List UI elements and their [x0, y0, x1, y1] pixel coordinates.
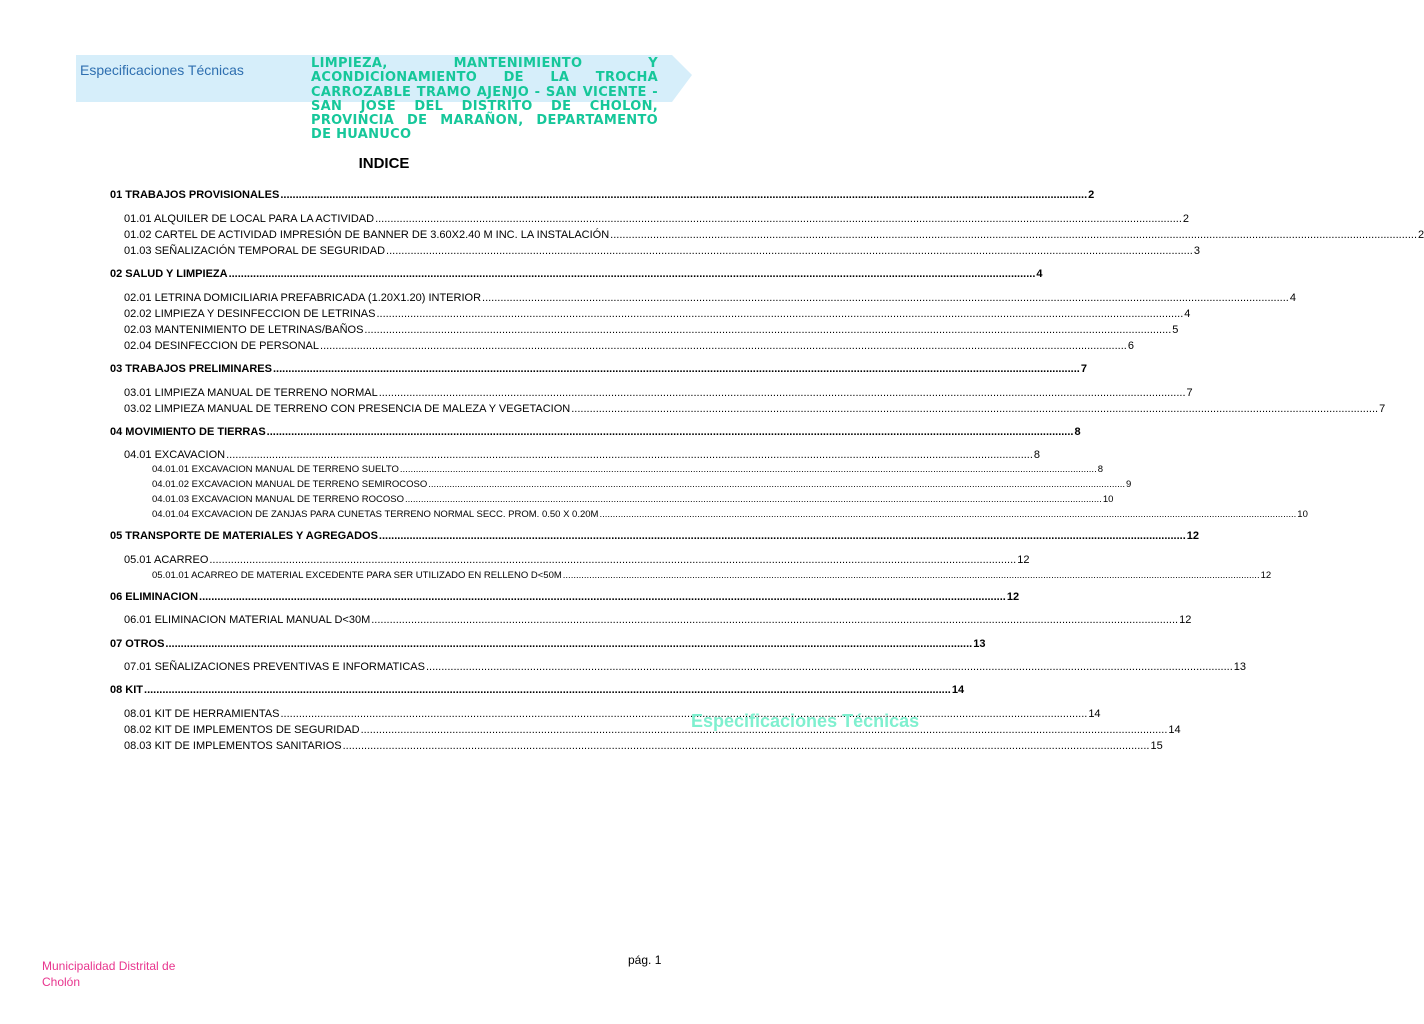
- toc-entry[interactable]: 05 TRANSPORTE DE MATERIALES Y AGREGADOS ..... 12: [110, 530, 658, 542]
- toc-entry[interactable]: 07 OTROS ..... 13: [110, 638, 658, 650]
- toc-entry[interactable]: 08 KIT ..... 14: [110, 684, 658, 696]
- toc-entry[interactable]: 08.02 KIT DE IMPLEMENTOS DE SEGURIDAD ..... 14: [124, 724, 657, 736]
- toc-entry[interactable]: 02.01 LETRINA DOMICILIARIA PREFABRICADA (1.20X1.20) INTERIOR ..... 4: [124, 292, 657, 304]
- toc-entry[interactable]: 03.01 LIMPIEZA MANUAL DE TERRENO NORMAL ..... 7: [124, 387, 657, 399]
- toc-entry[interactable]: 04.01.01 EXCAVACION MANUAL DE TERRENO SUELTO ..... 8: [152, 464, 657, 475]
- toc-entry[interactable]: 02.02 LIMPIEZA Y DESINFECCION DE LETRINAS ..... 4: [124, 308, 657, 320]
- toc-entry[interactable]: 08.01 KIT DE HERRAMIENTAS ..... 14: [124, 708, 657, 720]
- toc-entry[interactable]: 05.01.01 ACARREO DE MATERIAL EXCEDENTE PARA SER UTILIZADO EN RELLENO D<50M ..... 12: [152, 570, 657, 581]
- toc-entry[interactable]: 04.01.02 EXCAVACION MANUAL DE TERRENO SEMIROCOSO ..... 9: [152, 479, 657, 490]
- toc-entry[interactable]: 05.01 ACARREO ..... 12: [124, 554, 657, 566]
- toc-entry[interactable]: 01.02 CARTEL DE ACTIVIDAD IMPRESIÓN DE BANNER DE 3.60X2.40 M INC. LA INSTALACIÓN ..... 2: [124, 229, 657, 241]
- toc-entry[interactable]: 02.03 MANTENIMIENTO DE LETRINAS/BAÑOS ..... 5: [124, 324, 657, 336]
- toc-entry[interactable]: 03.02 LIMPIEZA MANUAL DE TERRENO CON PRESENCIA DE MALEZA Y VEGETACION ..... 7: [124, 403, 657, 415]
- toc-entry[interactable]: 04.01.03 EXCAVACION MANUAL DE TERRENO ROCOSO ..... 10: [152, 494, 657, 505]
- toc-entry[interactable]: 02.04 DESINFECCION DE PERSONAL ..... 6: [124, 340, 657, 352]
- toc-entry[interactable]: 01.01 ALQUILER DE LOCAL PARA LA ACTIVIDAD ..... 2: [124, 213, 657, 225]
- toc-entry[interactable]: 04.01 EXCAVACION ..... 8: [124, 449, 657, 461]
- toc-entry[interactable]: 08.03 KIT DE IMPLEMENTOS SANITARIOS ..... 15: [124, 740, 657, 752]
- toc-entry[interactable]: 03 TRABAJOS PRELIMINARES ..... 7: [110, 363, 658, 375]
- toc-entry[interactable]: 01.03 SEÑALIZACIÓN TEMPORAL DE SEGURIDAD ..... 3: [124, 245, 657, 257]
- document-title: LIMPIEZA, MANTENIMIENTO Y ACONDICIONAMIENTO DE LA TROCHA CARROZABLE TRAMO AJENJO - SAN VICENTE - SAN JOSE DEL DISTRITO DE CHOLON, PROVINCIA DE MARAÑON, DEPARTAMENTO DE HUANUCO: [311, 56, 658, 143]
- footer-municipality: Municipalidad Distrital de Cholón: [42, 959, 176, 989]
- toc-entry[interactable]: 06.01 ELIMINACION MATERIAL MANUAL D<30M ..... 12: [124, 614, 657, 626]
- toc-entry[interactable]: 06 ELIMINACION ..... 12: [110, 591, 658, 603]
- side-watermark-text: Especificaciones Técnicas: [691, 711, 920, 731]
- toc-entry[interactable]: 04.01.04 EXCAVACION DE ZANJAS PARA CUNETAS TERRENO NORMAL SECC. PROM. 0.50 X 0.20M ..... 10: [152, 509, 657, 520]
- index-title: INDICE: [358, 155, 410, 172]
- header-left-label: Especificaciones Técnicas: [80, 62, 244, 78]
- toc-entry[interactable]: 02 SALUD Y LIMPIEZA ..... 4: [110, 268, 658, 280]
- toc-entry[interactable]: 07.01 SEÑALIZACIONES PREVENTIVAS E INFORMATICAS ..... 13: [124, 661, 657, 673]
- toc-entry[interactable]: 04 MOVIMIENTO DE TIERRAS ..... 8: [110, 426, 658, 438]
- toc-entry[interactable]: 01 TRABAJOS PROVISIONALES ..... 2: [110, 189, 658, 201]
- page-number: pág. 1: [628, 953, 662, 967]
